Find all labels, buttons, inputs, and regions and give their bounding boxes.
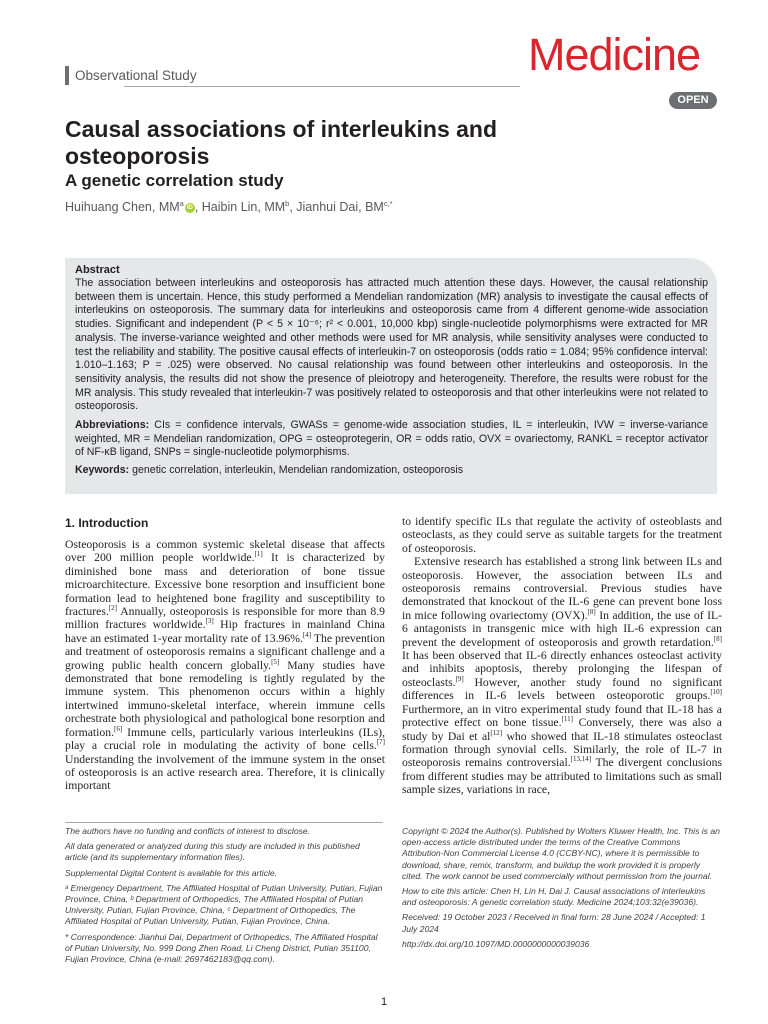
data-availability-statement: All data generated or analyzed during this study are included in this published article (and its supplementary information files). xyxy=(65,841,360,863)
affiliations: ᵃ Emergency Department, The Affiliated Hospital of Putian University, Putian, Fujian Province, China, ᵇ Department of Orthopedics, The Affiliated Hospital of Putian University, Putian, Fujian Province, China, ᶜ Department of Orthopedics, The Affiliated Hospital of Putian University, Putian, Fujian Province, China. xyxy=(65,882,383,927)
header-divider xyxy=(124,86,520,87)
body-column-right xyxy=(402,515,722,797)
keywords xyxy=(75,464,708,478)
open-access-badge: OPEN xyxy=(669,92,717,109)
supplemental-content-note: Supplemental Digital Content is available for this article. xyxy=(65,867,278,878)
citation-note: How to cite this article: Chen H, Lin H, Dai J. Causal associations of interleukins and osteoporosis: A genetic correlation study. Medicine 2024;103:32(e39036). xyxy=(402,886,706,908)
footnotes-right xyxy=(402,826,720,954)
abstract-box xyxy=(65,258,717,494)
body-paragraph: Extensive research has established a strong link between ILs and osteoporosis. However, the association between ILs and osteoporosis remains controversial. Previous studies have demonstrated that knockout of the IL-6 gene can prevent bone loss in mice following ovariectomy (OVX).[8] In addition, the use of IL-6 antagonists in transgenic mice with high IL-6 expression can prevent the development of osteoporosis and growth retardation.[8] It has been observed that IL-6 directly enhances osteoclast activity and inhibits apoptosis, thereby prolonging the lifespan of osteoclasts.[9] However, another study found no significant differences in IL-6 levels between osteoporotic groups.[10] Furthermore, an in vitro experimental study found that IL-18 has a protective effect on bone tissue.[11] Conversely, there was also a study by Dai et al[12] who showed that IL-18 stimulates osteoclast formation through synovial cells. Similarly, the role of IL-7 in osteoporosis remains controversial.[13,14] The divergent conclusions from different studies may be attributed to limitations such as small sample sizes, variations in race, xyxy=(402,555,722,797)
author-name[interactable]: Huihuang Chen, MM xyxy=(65,200,180,214)
copyright-notice: Copyright © 2024 the Author(s). Published by Wolters Kluwer Health, Inc. This is an open-access article distributed under the terms of the Creative Commons Attribution-Non Commercial License 4.0 (CCBY-NC), where it is permissible to download, share, remix, transform, and buildup the work provided it is properly cited. The work cannot be used commercially without permission from the journal. xyxy=(402,826,720,881)
section-heading-introduction: 1. Introduction xyxy=(65,516,149,530)
abbreviations xyxy=(75,419,708,460)
author-affiliation-mark: b xyxy=(285,198,290,208)
abstract-text: The association between interleukins and osteoporosis has attracted much attention these days. However, the causal relationship between them is uncertain. Hence, this study performed a Mendelian randomization (MR) analysis to investigate the causal effects of interleukins on osteoporosis. The summary data for interleukins and osteoporosis came from 4 different genome-wide association studies. Significant and independent (P < 5 × 10⁻⁶; r² < 0.001, 10,000 kbp) single-nucleotide polymorphisms were extracted for MR analysis. The inverse-variance weighted and other methods were used for MR analysis, while sensitivity analyses were conducted to test the reliability and stability. The positive causal effects of interleukin-7 on osteoporosis (odds ratio = 1.084; 95% confidence interval: 1.010–1.163; P = .025) were observed. No causal relationship was found between other interleukins and osteoporosis. In the sensitivity analysis, the results did not show the presence of pleiotropy and heterogeneity. Therefore, the results were robust for the MR analysis. This study revealed that interleukin-7 was positively related to osteoporosis and that other interleukins were not related to osteoporosis. xyxy=(75,277,708,413)
body-column-left xyxy=(65,516,385,793)
page-number: 1 xyxy=(380,996,388,1008)
doi-link[interactable]: http://dx.doi.org/10.1097/MD.0000000000039036 xyxy=(402,938,590,949)
article-title: Causal associations of interleukins and osteoporosis xyxy=(65,116,498,169)
journal-logo[interactable]: Medicine xyxy=(528,29,701,80)
footnote-divider xyxy=(65,822,383,823)
author-list: Huihuang Chen, $MM^aiD$ , Haibin Lin, $MM^b$, Jianhui Dai, $BM^{c,*}$ xyxy=(65,198,393,214)
article-type-label: Observational Study xyxy=(65,66,197,85)
author-name[interactable]: Jianhui Dai, BM xyxy=(296,200,384,214)
received-dates: Received: 19 October 2023 / Received in final form: 28 June 2024 / Accepted: 1 July 2024 xyxy=(402,912,706,934)
abstract-heading: Abstract xyxy=(75,264,120,276)
abbreviations-text: CIs = confidence intervals, GWASs = genome-wide association studies, IL = interleukin, IVW = inverse-variance weighted, MR = Mendelian randomization, OPG = osteoprotegerin, OR = odds ratio, OVX = ovariectomy, RANKL = receptor activator of NF-κB ligand, SNPs = single-nucleotide polymorphisms. xyxy=(75,419,708,459)
keywords-text: genetic correlation, interleukin, Mendelian randomization, osteoporosis xyxy=(132,464,464,477)
funding-statement: The authors have no funding and conflicts of interest to disclose. xyxy=(65,826,311,836)
keywords-label: Keywords: xyxy=(75,464,130,477)
correspondence: * Correspondence: Jianhui Dai, Department of Orthopedics, The Affiliated Hospital of Putian University, No. 999 Dong Zhen Road, Li Cheng District, Putian 351100, Fujian Province, China (e-mail: 2697462183@qq.com). xyxy=(65,931,378,965)
body-paragraph: to identify specific ILs that regulate the activity of osteoblasts and osteoclasts, as they could serve as suitable targets for the treatment of osteoporosis. xyxy=(402,515,722,555)
author-affiliation-mark: a xyxy=(179,198,184,208)
author-name[interactable]: Haibin Lin, MM xyxy=(201,200,286,214)
abbreviations-label: Abbreviations: xyxy=(75,419,150,432)
author-affiliation-mark: c,* xyxy=(383,198,393,208)
footnotes-left xyxy=(65,826,383,969)
body-paragraph: Osteoporosis is a common systemic skeletal disease that affects over 200 million people worldwide.[1] It is characterized by diminished bone mass and deterioration of bone tissue microarchitecture. Excessive bone resorption and insufficient bone formation lead to heightened bone fragility and susceptibility to fractures.[2] Annually, osteoporosis is responsible for more than 8.9 million fractures worldwide.[3] Hip fractures in mainland China have an estimated 1-year mortality rate of 13.96%.[4] The prevention and treatment of osteoporosis remains a significant challenge and a growing public health concern globally.[5] Many studies have demonstrated that bone remodeling is tightly regulated by the immune system. This phenomenon occurs within a highly intertwined immuno-skeletal interface, wherein immune cells orchestrate both physiological and pathological bone resorption and formation.[6] Immune cells, particularly various interleukins (ILs), play a crucial role in modulating the activity of bone cells.[7] Understanding the involvement of the immune system in the onset of osteoporosis is an active research area. Therefore, it is clinically important xyxy=(65,538,385,793)
orcid-icon[interactable]: iD xyxy=(186,205,193,211)
article-subtitle: A genetic correlation study xyxy=(65,171,284,190)
